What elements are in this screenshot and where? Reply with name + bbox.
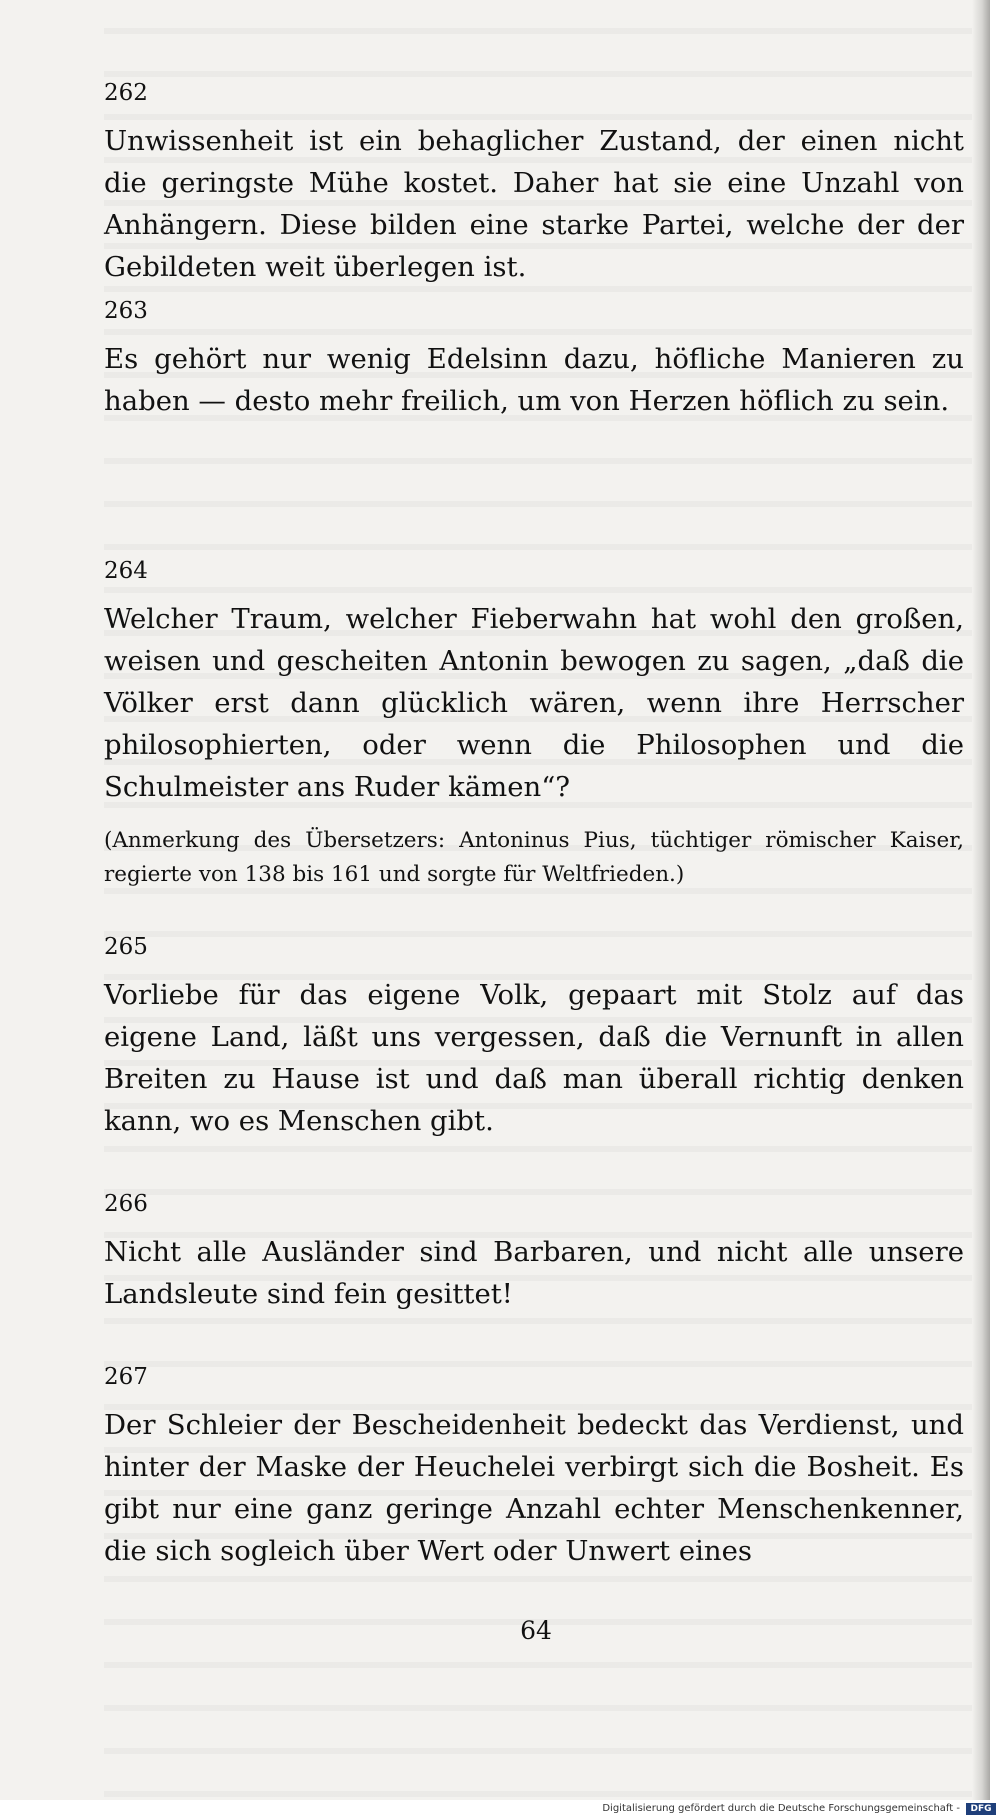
aphorism-text: Vorliebe für das eigene Volk, gepaart mit Stolz auf das eigene Land, läßt uns vergessen, daß die Vernunft in allen Breiten zu Hause ist und daß man überall richtig denken kann, wo es Menschen gibt. — [104, 979, 964, 1137]
aphorism-text: Es gehört nur wenig Edelsinn dazu, höfliche Manieren zu haben — desto mehr freilich, um von Herzen höflich zu sein. — [104, 343, 964, 417]
aphorism-263 — [104, 296, 964, 422]
aphorism-number: 264 — [104, 558, 148, 584]
funding-credit: Digitalisierung gefördert durch die Deutsche Forschungsgemeinschaft - — [602, 1803, 960, 1814]
aphorism-number: 263 — [104, 298, 148, 324]
aphorism-262 — [104, 78, 964, 288]
aphorism-264 — [104, 556, 964, 892]
translator-note: (Anmerkung des Übersetzers: Antoninus Pius, tüchtiger römischer Kaiser, regierte von 138 bis 161 und sorgte für Weltfrieden.) — [104, 828, 964, 887]
aphorism-number: 267 — [104, 1364, 148, 1390]
aphorism-text: Welcher Traum, welcher Fieberwahn hat wohl den großen, weisen und gescheiten Antonin bewogen zu sagen, „daß die Völker erst dann glücklich wären, wenn ihre Herrscher philosophierten, oder wenn die Philosophen und die Schulmeister ans Ruder kämen“? — [104, 603, 964, 803]
page-content — [104, 0, 968, 1700]
aphorism-267 — [104, 1362, 964, 1572]
aphorism-text: Der Schleier der Bescheidenheit bedeckt das Verdienst, und hinter der Maske der Heuchelei verbirgt sich die Bosheit. Es gibt nur eine ganz geringe Anzahl echter Menschenkenner, die sich sogleich über Wert oder Unwert eines — [104, 1409, 964, 1567]
aphorism-text: Unwissenheit ist ein behaglicher Zustand, der einen nicht die geringste Mühe kostet. Daher hat sie eine Unzahl von Anhängern. Diese bilden eine starke Partei, welche der der Gebildeten weit überlegen ist. — [104, 125, 964, 283]
aphorism-number: 266 — [104, 1191, 148, 1217]
page-edge-shadow — [972, 0, 990, 1800]
aphorism-266 — [104, 1189, 964, 1315]
page-number: 64 — [520, 1616, 552, 1645]
dfg-logo: DFG — [966, 1803, 996, 1815]
aphorism-text: Nicht alle Ausländer sind Barbaren, und nicht alle unsere Landsleute sind fein gesittet! — [104, 1236, 964, 1310]
aphorism-number: 262 — [104, 80, 148, 106]
digitization-footer — [0, 1800, 1000, 1818]
aphorism-265 — [104, 932, 964, 1142]
aphorism-number: 265 — [104, 934, 148, 960]
